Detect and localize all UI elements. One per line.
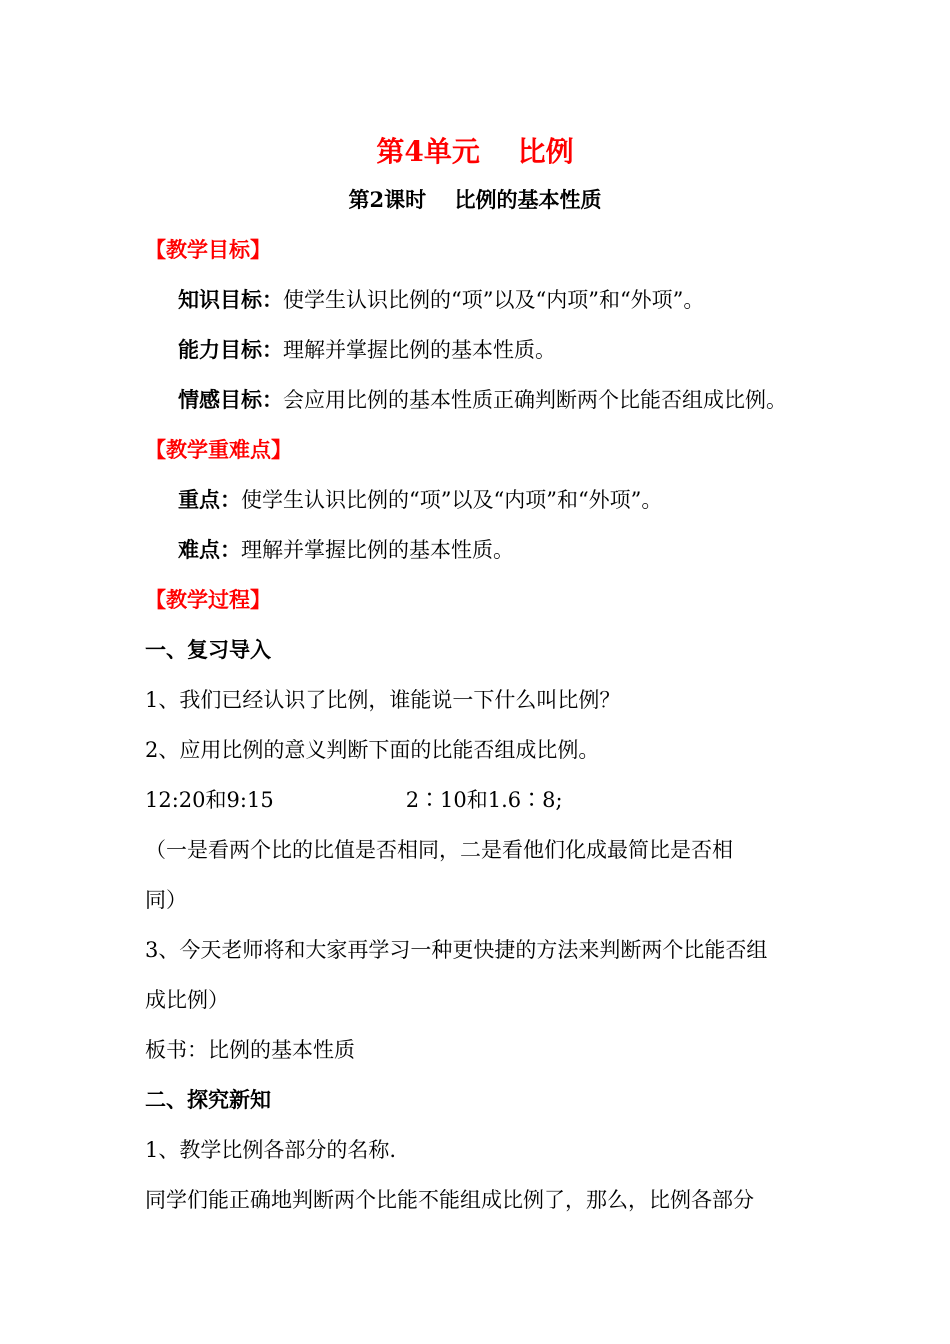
difficult-point: [178, 536, 858, 564]
emotion-goal: [178, 386, 858, 414]
goals-heading: 【教学目标】: [145, 237, 271, 262]
example-1: 12:20和9:15: [145, 788, 274, 812]
paragraph-4-line-2: 成比例）: [145, 988, 229, 1012]
key-point: [178, 486, 858, 514]
paragraph-3-line-1: （一是看两个比的比值是否相同，二是看他们化成最简比是否相: [145, 838, 733, 862]
difficult-point-label: 难点：: [178, 537, 241, 562]
knowledge-goal-text: 使学生认识比例的“项”以及“内项”和“外项”。: [283, 288, 705, 312]
key-point-text: 使学生认识比例的“项”以及“内项”和“外项”。: [241, 488, 663, 512]
difficult-point-text: 理解并掌握比例的基本性质。: [241, 538, 514, 562]
paragraph-3-line-2: 同）: [145, 888, 187, 912]
ability-goal-label: 能力目标：: [178, 337, 283, 362]
ability-goal: [178, 336, 858, 364]
paragraph-2: 2、应用比例的意义判断下面的比能否组成比例。: [145, 738, 600, 762]
emotion-goal-text: 会应用比例的基本性质正确判断两个比能否组成比例。: [283, 388, 787, 412]
part1-heading: 一、复习导入: [145, 637, 271, 662]
part2-heading: 二、探究新知: [145, 1087, 271, 1112]
paragraph-6: 同学们能正确地判断两个比能不能组成比例了，那么，比例各部分: [145, 1188, 754, 1212]
process-heading: 【教学过程】: [145, 587, 271, 612]
key-point-label: 重点：: [178, 487, 241, 512]
paragraph-1: 1、我们已经认识了比例，谁能说一下什么叫比例？: [145, 688, 621, 712]
knowledge-goal: [178, 286, 858, 314]
key-points-heading: 【教学重难点】: [145, 437, 292, 462]
unit-title: 第4单元 比例: [376, 135, 574, 168]
example-2: 2∶10和1.6∶8;: [405, 788, 563, 812]
paragraph-4-line-1: 3、今天老师将和大家再学习一种更快捷的方法来判断两个比能否组: [145, 938, 768, 962]
examples-line: [145, 786, 825, 814]
emotion-goal-label: 情感目标：: [178, 387, 283, 412]
paragraph-5: 1、教学比例各部分的名称.: [145, 1138, 397, 1162]
lesson-subtitle: 第2课时 比例的基本性质: [348, 187, 602, 212]
board-note: 板书：比例的基本性质: [145, 1038, 355, 1062]
knowledge-goal-label: 知识目标：: [178, 287, 283, 312]
ability-goal-text: 理解并掌握比例的基本性质。: [283, 338, 556, 362]
